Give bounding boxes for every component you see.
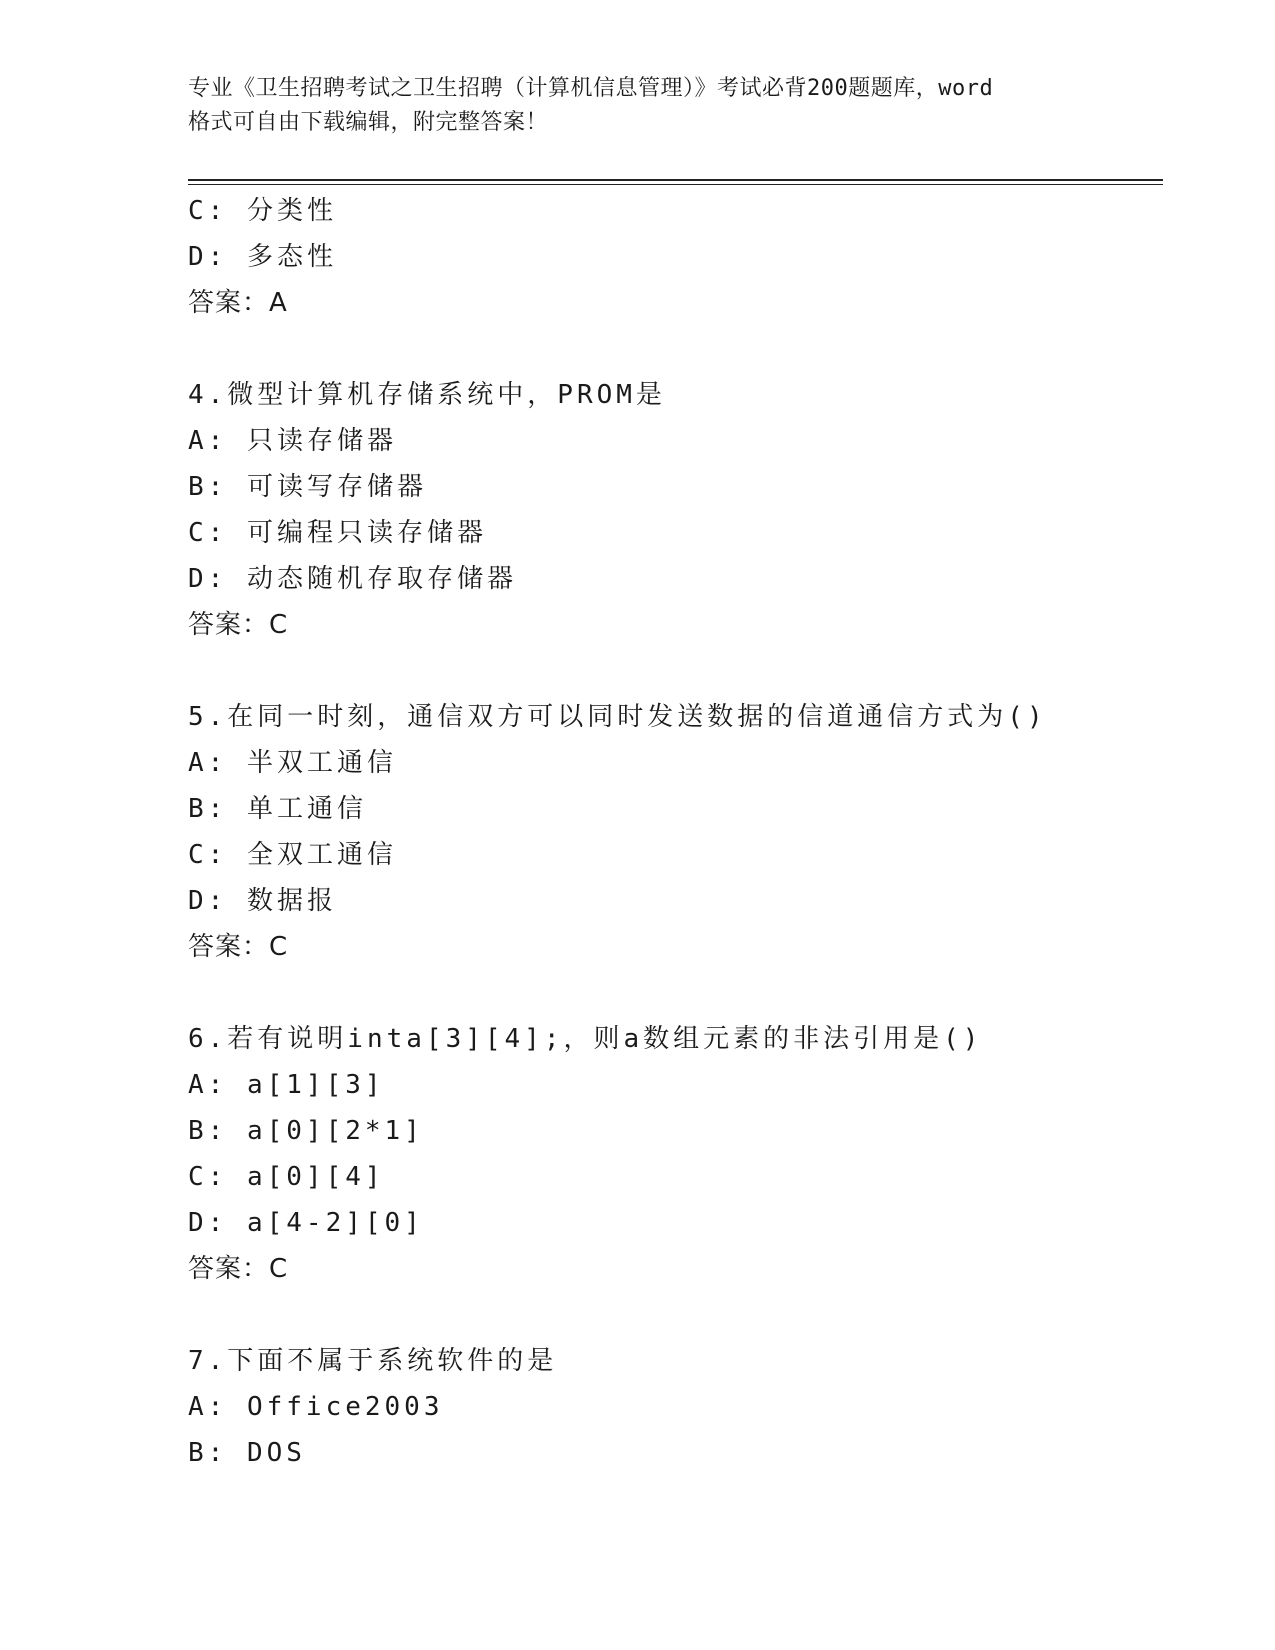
- q4-option-d: D: 动态随机存取存储器: [188, 564, 517, 594]
- q5-option-a: A: 半双工通信: [188, 748, 397, 778]
- q4-option-c: C: 可编程只读存储器: [188, 518, 487, 548]
- document-header: [188, 72, 1088, 140]
- q6-option-b: B: a[0][2*1]: [188, 1116, 424, 1146]
- q5-option-c: C: 全双工通信: [188, 840, 397, 870]
- q7-option-a: A: Office2003: [188, 1392, 444, 1422]
- q5-answer: 答案：C: [188, 932, 289, 962]
- q6-stem: 6.若有说明inta[3][4];，则a数组元素的非法引用是(): [188, 1024, 983, 1054]
- q4-answer: 答案：C: [188, 610, 289, 640]
- q5-option-d: D: 数据报: [188, 886, 337, 916]
- q3-option-c: C: 分类性: [188, 196, 337, 226]
- q4-option-a: A: 只读存储器: [188, 426, 397, 456]
- header-title-line-2: 格式可自由下载编辑，附完整答案！: [188, 110, 549, 135]
- q7-stem: 7.下面不属于系统软件的是: [188, 1346, 558, 1376]
- q6-option-d: D: a[4-2][0]: [188, 1208, 424, 1238]
- q3-option-d: D: 多态性: [188, 242, 337, 272]
- q6-option-a: A: a[1][3]: [188, 1070, 385, 1100]
- q7-option-b: B: DOS: [188, 1438, 306, 1468]
- q5-stem: 5.在同一时刻，通信双方可以同时发送数据的信道通信方式为(): [188, 702, 1047, 732]
- q4-stem: 4.微型计算机存储系统中，PROM是: [188, 380, 666, 410]
- q4-option-b: B: 可读写存储器: [188, 472, 427, 502]
- q5-option-b: B: 单工通信: [188, 794, 367, 824]
- header-title-line-1: 专业《卫生招聘考试之卫生招聘（计算机信息管理）》考试必背200题题库，word: [188, 76, 994, 101]
- q3-answer: 答案：A: [188, 288, 288, 318]
- header-divider: [188, 179, 1163, 185]
- q6-answer: 答案：C: [188, 1254, 289, 1284]
- question-list: [188, 188, 1163, 1476]
- q6-option-c: C: a[0][4]: [188, 1162, 385, 1192]
